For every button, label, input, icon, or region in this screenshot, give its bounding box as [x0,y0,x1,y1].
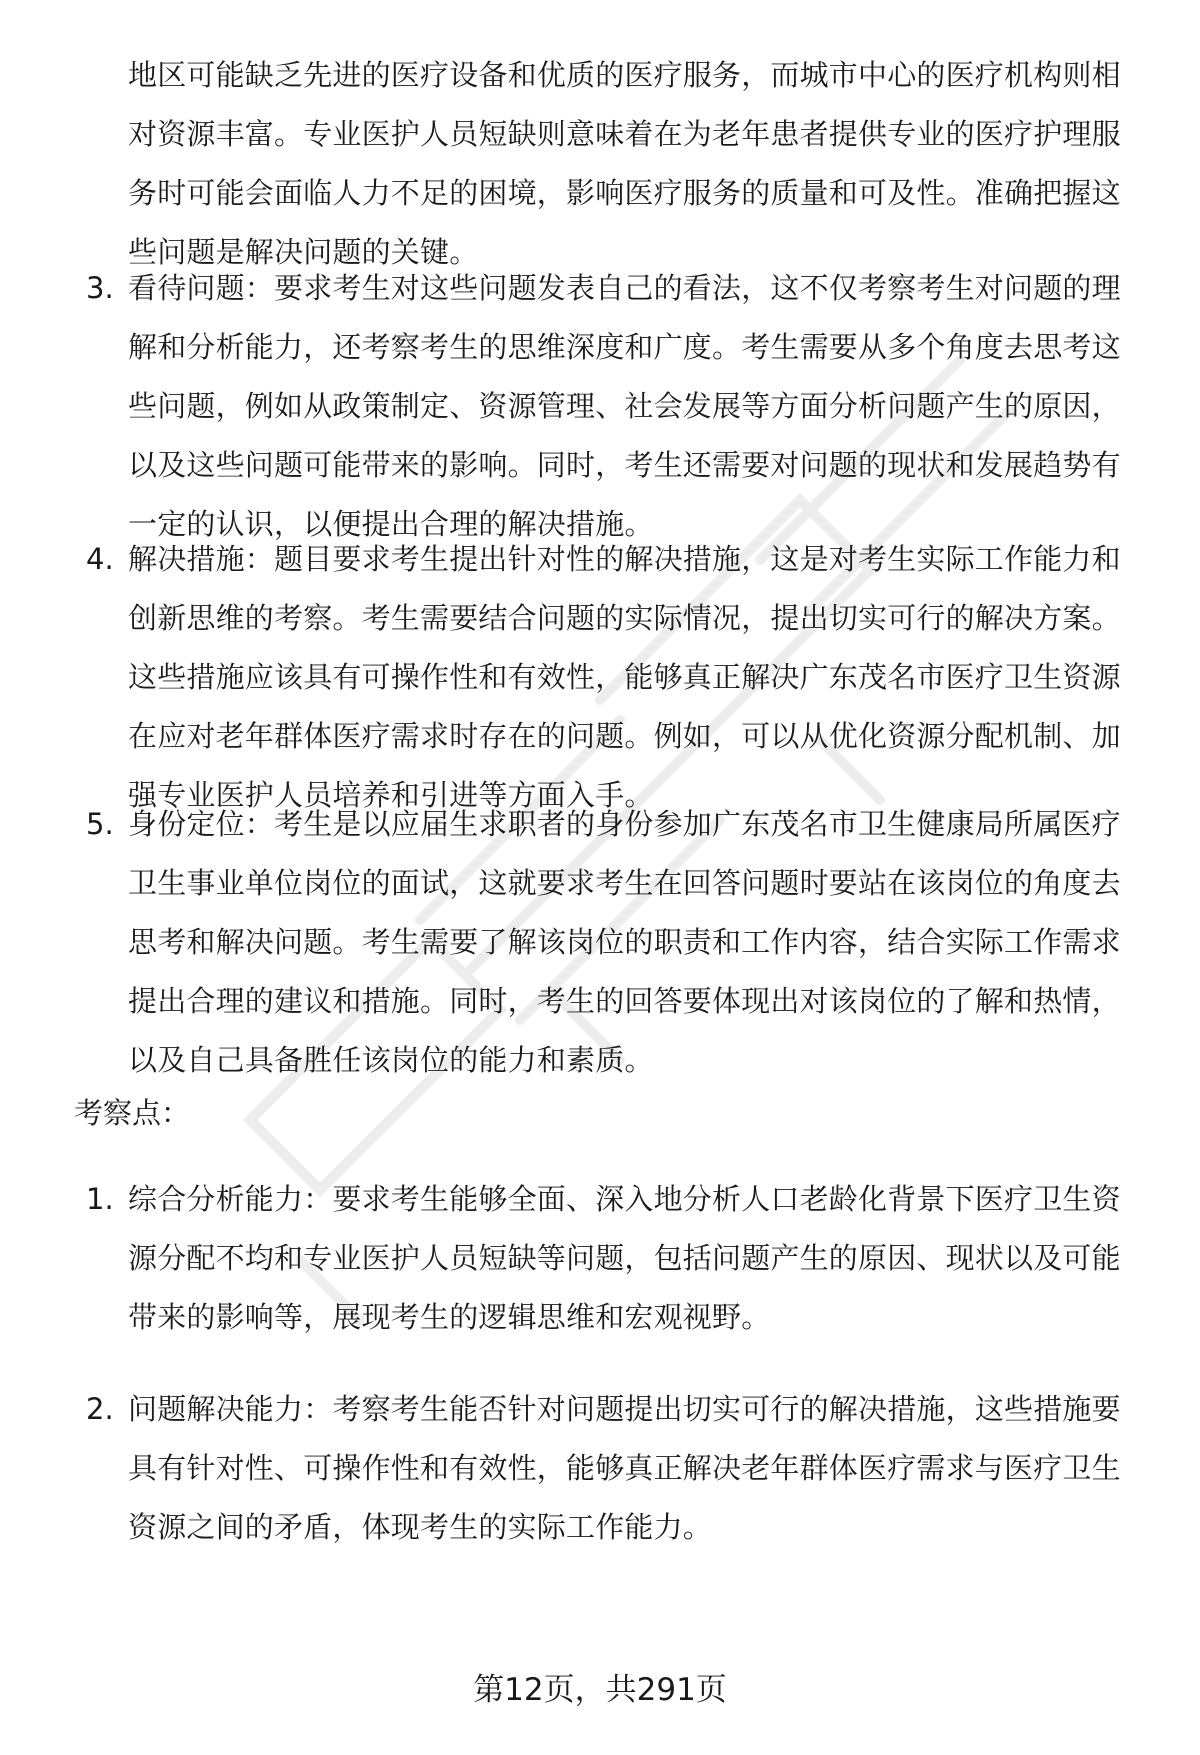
list-item-text: 看待问题：要求考生对这些问题发表自己的看法，这不仅考察考生对问题的理解和分析能力，还考察考生的思维深度和广度。考生需要从多个角度去思考这些问题，例如从政策制定、资源管理、社会发展等方面分析问题产生的原因，以及这些问题可能带来的影响。同时，考生还需要对问题的现状和发展趋势有一定的认识，以便提出合理的解决措施。 [128,271,1121,541]
continued-paragraph: 地区可能缺乏先进的医疗设备和优质的医疗服务，而城市中心的医疗机构则相对资源丰富。专业医护人员短缺则意味着在为老年患者提供专业的医疗护理服务时可能会面临人力不足的困境，影响医疗服务的质量和可及性。准确把握这些问题是解决问题的关键。 [128,58,1121,269]
list-item-number: 1. [86,1182,114,1216]
list-item-number: 4. [86,542,114,576]
list-item-number: 2. [86,1392,114,1426]
list-item-number: 5. [86,807,114,841]
list-item-text: 身份定位：考生是以应届生求职者的身份参加广东茂名市卫生健康局所属医疗卫生事业单位岗位的面试，这就要求考生在回答问题时要站在该岗位的角度去思考和解决问题。考生需要了解该岗位的职责和工作内容，结合实际工作需求提出合理的建议和措施。同时，考生的回答要体现出对该岗位的了解和热情，以及自己具备胜任该岗位的能力和素质。 [128,807,1121,1077]
page-number-footer: 第12页，共291页 [473,1672,727,1708]
list-item-text: 综合分析能力：要求考生能够全面、深入地分析人口老龄化背景下医疗卫生资源分配不均和专业医护人员短缺等问题，包括问题产生的原因、现状以及可能带来的影响等，展现考生的逻辑思维和宏观视野。 [128,1182,1121,1334]
list-item-number: 3. [86,271,114,305]
list-item-text: 问题解决能力：考察考生能否针对问题提出切实可行的解决措施，这些措施要具有针对性、可操作性和有效性，能够真正解决老年群体医疗需求与医疗卫生资源之间的矛盾，体现考生的实际工作能力。 [128,1392,1121,1544]
list-item-text: 解决措施：题目要求考生提出针对性的解决措施，这是对考生实际工作能力和创新思维的考察。考生需要结合问题的实际情况，提出切实可行的解决方案。这些措施应该具有可操作性和有效性，能够真正解决广东茂名市医疗卫生资源在应对老年群体医疗需求时存在的问题。例如，可以从优化资源分配机制、加强专业医护人员培养和引进等方面入手。 [128,542,1121,812]
section-heading: 考察点： [74,1096,191,1130]
